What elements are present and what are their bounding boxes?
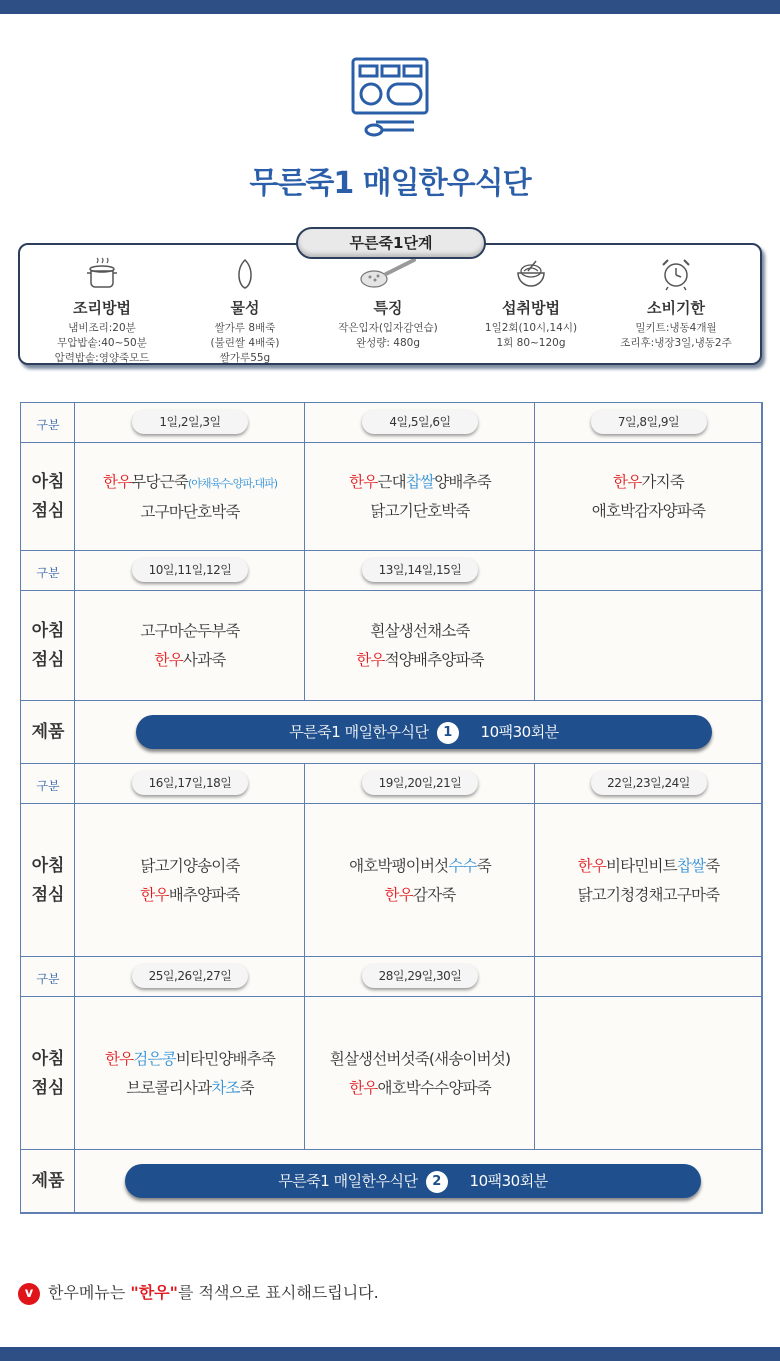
meal-plan-table [20, 402, 763, 1214]
info-box [18, 243, 762, 365]
info-heading: 특징 [373, 299, 403, 317]
meal-labels [21, 468, 75, 526]
info-heading: 소비기한 [647, 299, 705, 317]
breakfast-menu [305, 468, 535, 497]
menu-cell [535, 591, 762, 701]
day-pill: 25일,26일,27일 [132, 964, 248, 988]
breakfast-menu [75, 852, 305, 881]
lunch-menu [75, 1074, 305, 1103]
menu-text: 찹쌀 [676, 856, 706, 875]
meal-labels [21, 1045, 75, 1103]
menu-text: 사과죽 [182, 651, 226, 669]
top-bar [0, 0, 780, 14]
info-detail-line: 쌀가루 8배죽 [214, 322, 276, 334]
breakfast-menu [75, 468, 305, 498]
day-pill: 16일,17일,18일 [132, 771, 248, 795]
info-heading: 섭취방법 [502, 299, 560, 317]
menu-text: 닭고기양송이죽 [140, 856, 240, 875]
lunch-menu [75, 646, 305, 675]
menu-item [305, 617, 535, 675]
lunch-menu [305, 497, 535, 526]
meal-lunch: 점심 [31, 501, 65, 521]
info-detail [602, 321, 750, 351]
info-col-2 [314, 257, 462, 351]
menu-text: 비타민양배추죽 [175, 1049, 276, 1068]
info-detail-line: (불린쌀 4배죽) [210, 337, 280, 349]
menu-text: 차조 [211, 1078, 240, 1097]
menu-item [305, 1045, 535, 1103]
meal-tray-icon [350, 56, 430, 142]
product-label: 제품 [31, 721, 65, 742]
menu-text: 배추양파죽 [168, 885, 240, 904]
day-pill: 22일,23일,24일 [591, 771, 707, 795]
menu-text: 애호박감자양파죽 [591, 502, 706, 520]
page-title: 무른죽1 매일한우식단 [249, 166, 531, 201]
breakfast-menu [75, 1045, 305, 1074]
info-heading: 물성 [230, 299, 260, 317]
hanwoo-mark: 한우 [356, 651, 385, 669]
breakfast-menu [305, 617, 535, 646]
menu-text: 애호박수수양파죽 [377, 1078, 491, 1097]
info-detail-line: 압력밥솥:영양죽모드 [54, 352, 150, 364]
meal-breakfast: 아침 [31, 472, 65, 492]
hanwoo-mark: 한우 [349, 1078, 378, 1097]
info-detail [457, 321, 605, 351]
info-col-3 [457, 257, 605, 351]
breakfast-menu [535, 468, 762, 497]
product-name: 무른죽1 매일한우식단 [278, 1172, 418, 1190]
info-heading: 조리방법 [73, 299, 131, 317]
menu-item [535, 852, 762, 910]
menu-text: 무당근죽 [131, 473, 188, 491]
menu-text: 애호박팽이버섯 [349, 856, 449, 875]
day-pill: 4일,5일,6일 [362, 410, 478, 434]
breakfast-menu [75, 617, 305, 646]
bottom-bar [0, 1347, 780, 1361]
day-pill: 1일,2일,3일 [132, 410, 248, 434]
product-banner [136, 715, 712, 749]
menu-text: 고구마순두부죽 [140, 622, 240, 640]
bowl-icon [457, 257, 605, 291]
info-detail-line: 1회 80~120g [496, 337, 566, 349]
day-pill: 10일,11일,12일 [132, 558, 248, 582]
day-pill: 7일,8일,9일 [591, 410, 707, 434]
hanwoo-mark: 한우 [140, 885, 169, 904]
spoon-icon [314, 257, 462, 291]
menu-text: 닭고기단호박죽 [370, 502, 470, 520]
menu-text: 죽 [239, 1078, 254, 1097]
menu-text: 적양배추양파죽 [384, 651, 484, 669]
breakfast-menu [305, 852, 535, 881]
info-col-4 [602, 257, 750, 351]
hanwoo-mark: 한우 [349, 473, 378, 491]
info-detail-line: 1일2회(10시,14시) [484, 322, 578, 334]
day-pill: 28일,29일,30일 [362, 964, 478, 988]
info-detail-line: 쌀가루55g [219, 352, 271, 364]
breakfast-menu [535, 852, 762, 881]
menu-text: 비타민비트 [605, 856, 677, 875]
menu-item [75, 852, 305, 910]
gubun-label: 구분 [36, 779, 60, 793]
meal-breakfast: 아침 [31, 1048, 65, 1069]
menu-text: 고구마단호박죽 [140, 503, 240, 521]
menu-text: 가지죽 [641, 473, 684, 491]
hanwoo-mark: 한우 [102, 473, 132, 491]
alarm-clock-icon [602, 257, 750, 291]
lunch-menu [75, 881, 305, 910]
lunch-menu [305, 646, 535, 675]
product-number-badge: 2 [426, 1171, 448, 1193]
menu-text: 감자죽 [412, 885, 456, 904]
stage-badge: 무른죽1단계 [296, 227, 486, 259]
menu-item [75, 1045, 305, 1103]
day-header-cell [535, 551, 762, 591]
info-col-1 [171, 257, 319, 366]
product-banner [125, 1164, 701, 1198]
hanwoo-mark: 한우 [384, 885, 413, 904]
info-detail-line: 냄비조리:20분 [68, 322, 136, 334]
info-detail-line: 작은입자(입자감연습) [338, 322, 438, 334]
meal-labels [21, 852, 75, 910]
pot-icon [28, 257, 176, 291]
menu-text: 양배추죽 [434, 473, 491, 491]
meal-labels [21, 617, 75, 675]
meal-breakfast: 아침 [31, 855, 65, 876]
note: ⅴ 한우메뉴는 "한우"를 적색으로 표시해드립니다. [18, 1280, 379, 1305]
hanwoo-mark: 한우 [613, 473, 642, 491]
menu-item [305, 468, 535, 526]
lunch-menu [535, 881, 762, 910]
menu-item [75, 468, 305, 526]
info-detail-line: 무압밥솥:40~50분 [57, 337, 147, 349]
menu-text: (야채육수-양파,대파) [188, 477, 278, 490]
gubun-label: 구분 [36, 418, 60, 432]
menu-text: 죽 [705, 856, 720, 875]
menu-item [305, 852, 535, 910]
hanwoo-mark: 한우 [154, 651, 183, 669]
menu-text: 흰살생선채소죽 [370, 622, 470, 640]
menu-item [75, 617, 305, 675]
meal-lunch: 점심 [31, 884, 65, 905]
menu-text: 흰살생선버섯죽(새송이버섯) [329, 1049, 511, 1068]
product-qty: 10팩30회분 [469, 1172, 548, 1190]
lunch-menu [535, 497, 762, 526]
menu-item [535, 468, 762, 526]
menu-text: 근대 [377, 473, 406, 491]
lunch-menu [75, 498, 305, 527]
menu-text: 수수 [448, 856, 477, 875]
product-number-badge: 1 [437, 722, 459, 744]
menu-text: 죽 [476, 856, 491, 875]
info-detail [171, 321, 319, 366]
gubun-label: 구분 [36, 566, 60, 580]
product-qty: 10팩30회분 [480, 723, 559, 741]
info-col-0 [28, 257, 176, 366]
info-detail-line: 완성량: 480g [355, 337, 420, 349]
menu-text: 검은콩 [133, 1049, 176, 1068]
breakfast-menu [305, 1045, 535, 1074]
menu-text: 브로콜리사과 [126, 1078, 212, 1097]
menu-cell [535, 997, 762, 1150]
meal-lunch: 점심 [31, 1077, 65, 1098]
info-detail-line: 밀키트:냉동4개월 [635, 322, 717, 334]
note-icon: ⅴ [18, 1283, 40, 1305]
day-pill: 19일,20일,21일 [362, 771, 478, 795]
info-detail-line: 조리후:냉장3일,냉동2주 [620, 337, 732, 349]
info-detail [314, 321, 462, 351]
hanwoo-mark: 한우 [577, 856, 606, 875]
meal-lunch: 점심 [31, 650, 65, 670]
hanwoo-mark: 한우 [104, 1049, 134, 1068]
info-detail [28, 321, 176, 366]
meal-breakfast: 아침 [31, 621, 65, 641]
lunch-menu [305, 881, 535, 910]
product-name: 무른죽1 매일한우식단 [289, 723, 429, 741]
menu-text: 닭고기청경채고구마죽 [577, 885, 720, 904]
lunch-menu [305, 1074, 535, 1103]
menu-text: 찹쌀 [405, 473, 435, 491]
day-header-cell [535, 957, 762, 997]
gubun-label: 구분 [36, 972, 60, 986]
product-label: 제품 [31, 1170, 65, 1191]
day-pill: 13일,14일,15일 [362, 558, 478, 582]
grain-icon [171, 257, 319, 291]
